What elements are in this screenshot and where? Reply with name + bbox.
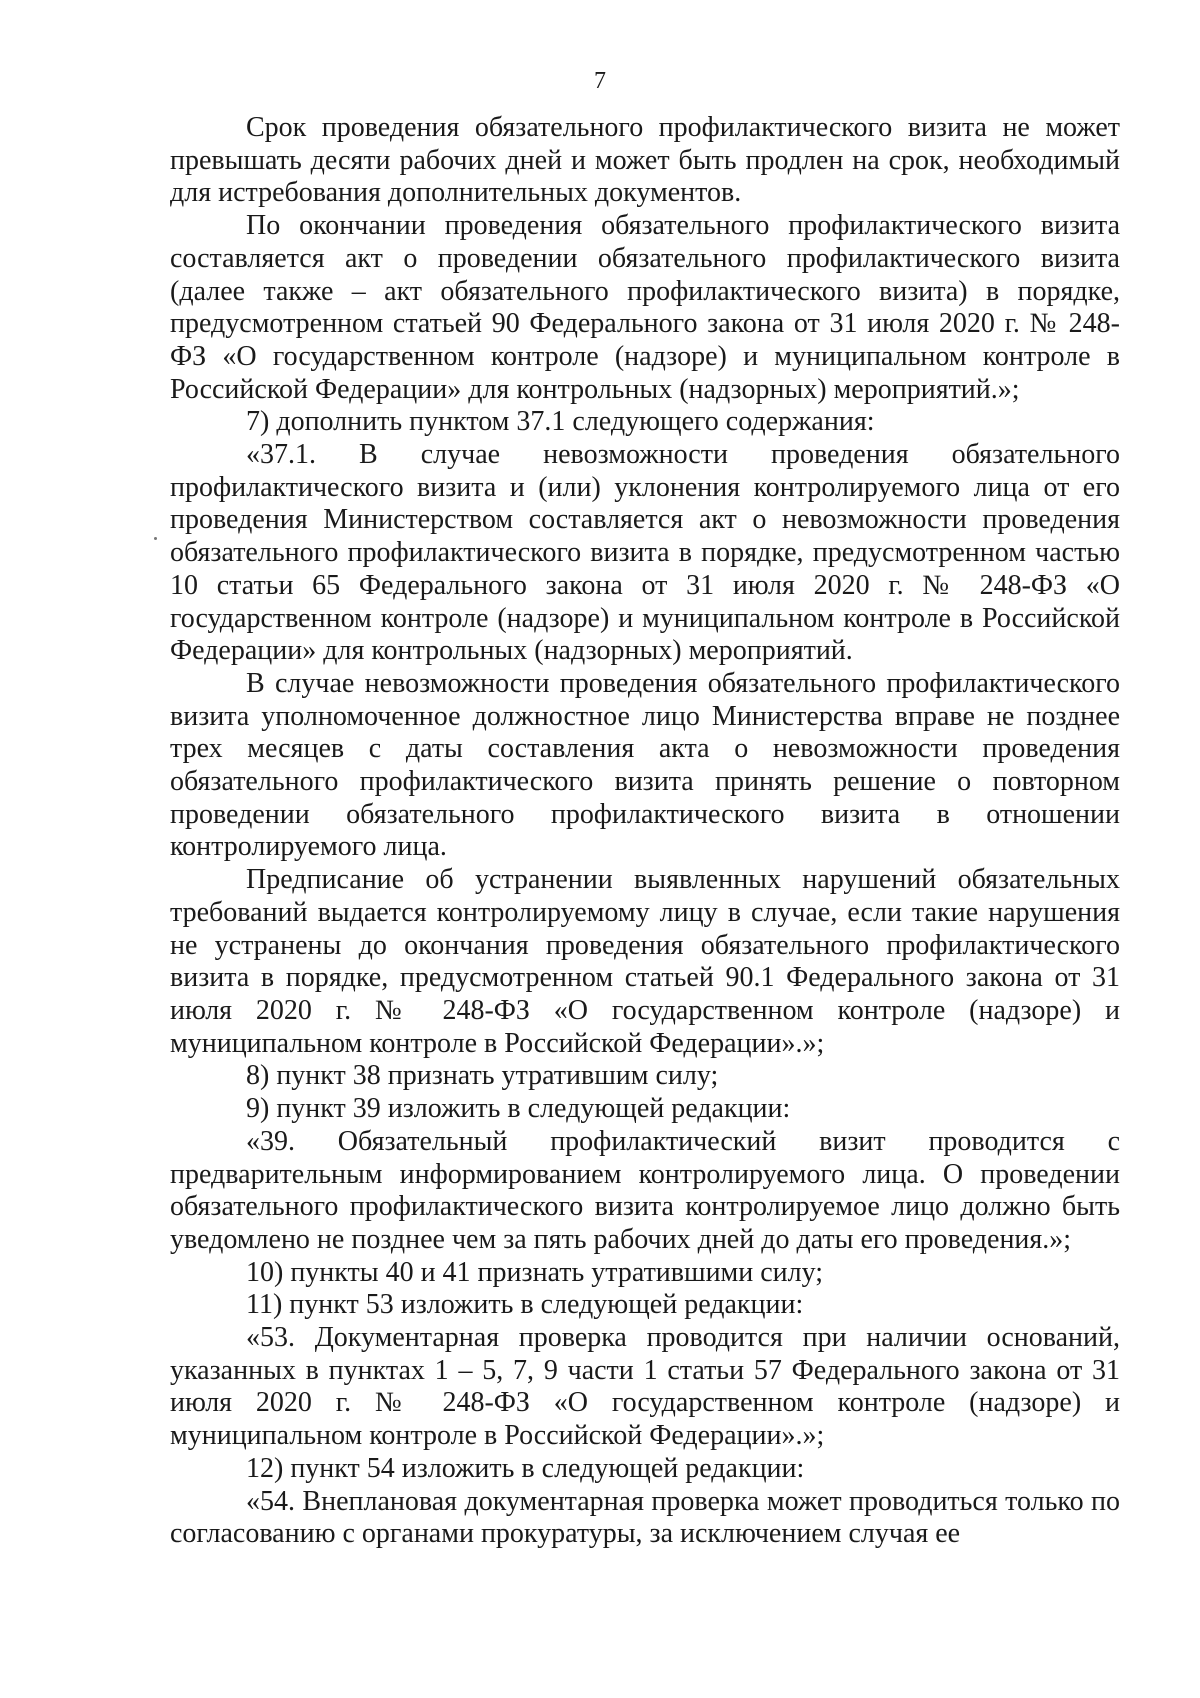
paragraph-prescription: Предписание об устранении выявленных нарушений обязательных требований выдается контролируемому лицу в случае, если такие нарушения не устранены до окончания проведения обязательного профилактического визита в порядке, предусмотренном статьей 90.1 Федерального закона от 31 июля 2020 г. № 248-ФЗ «О государственном контроле (надзоре) и муниципальном контроле в Российской Федерации».»; xyxy=(170,864,1120,1059)
paragraph-amendment-9: 9) пункт 39 изложить в следующей редакции: xyxy=(246,1093,791,1125)
paragraph-visit-act: По окончании проведения обязательного профилактического визита составляется акт о проведении обязательного профилактического визита (далее также – акт обязательного профилактического визита) в порядке, предусмотренном статьей 90 Федерального закона от 31 июля 2020 г. № 248-ФЗ «О государственном контроле (надзоре) и муниципальном контроле в Российской Федерации» для контрольных (надзорных) мероприятий.»; xyxy=(170,210,1120,405)
paragraph-amendment-7: 7) дополнить пунктом 37.1 следующего содержания: xyxy=(246,406,875,438)
paragraph-repeat-visit: В случае невозможности проведения обязательного профилактического визита уполномоченное должностное лицо Министерства вправе не позднее трех месяцев с даты составления акта о невозможности проведения обязательного профилактического визита принять решение о повторном проведении обязательного профилактического визита в отношении контролируемого лица. xyxy=(170,667,1120,863)
paragraph-visit-duration: Срок проведения обязательного профилактического визита не может превышать десяти рабочих дней и может быть продлен на срок, необходимый для истребования дополнительных документов. xyxy=(170,112,1120,209)
paragraph-clause-54: «54. Внеплановая документарная проверка может проводиться только по согласованию с органами прокуратуры, за исключением случая ее xyxy=(170,1485,1120,1550)
paragraph-amendment-8: 8) пункт 38 признать утратившим силу; xyxy=(246,1060,719,1092)
paragraph-clause-53: «53. Документарная проверка проводится при наличии оснований, указанных в пунктах 1 – 5, 7, 9 части 1 статьи 57 Федерального закона от 31 июля 2020 г. № 248-ФЗ «О государственном контроле (надзоре) и муниципальном контроле в Российской Федерации».»; xyxy=(170,1322,1120,1452)
paragraph-clause-39: «39. Обязательный профилактический визит проводится с предварительным информированием контролируемого лица. О проведении обязательного профилактического визита контролируемое лицо должно быть уведомлено не позднее чем за пять рабочих дней до даты его проведения.»; xyxy=(170,1125,1120,1255)
scan-artifact-dot xyxy=(154,537,157,540)
paragraph-amendment-10: 10) пункты 40 и 41 признать утратившими силу; xyxy=(246,1256,824,1288)
document-body xyxy=(170,112,1120,1551)
paragraph-clause-37-1: «37.1. В случае невозможности проведения обязательного профилактического визита и (или) уклонения контролируемого лица от его проведения Министерством составляется акт о невозможности проведения обязательного профилактического визита в порядке, предусмотренном частью 10 статьи 65 Федерального закона от 31 июля 2020 г. № 248-ФЗ «О государственном контроле (надзоре) и муниципальном контроле в Российской Федерации» для контрольных (надзорных) мероприятий. xyxy=(170,439,1120,667)
page-number: 7 xyxy=(594,68,606,94)
paragraph-amendment-11: 11) пункт 53 изложить в следующей редакции: xyxy=(246,1289,804,1321)
paragraph-amendment-12: 12) пункт 54 изложить в следующей редакции: xyxy=(246,1452,805,1484)
